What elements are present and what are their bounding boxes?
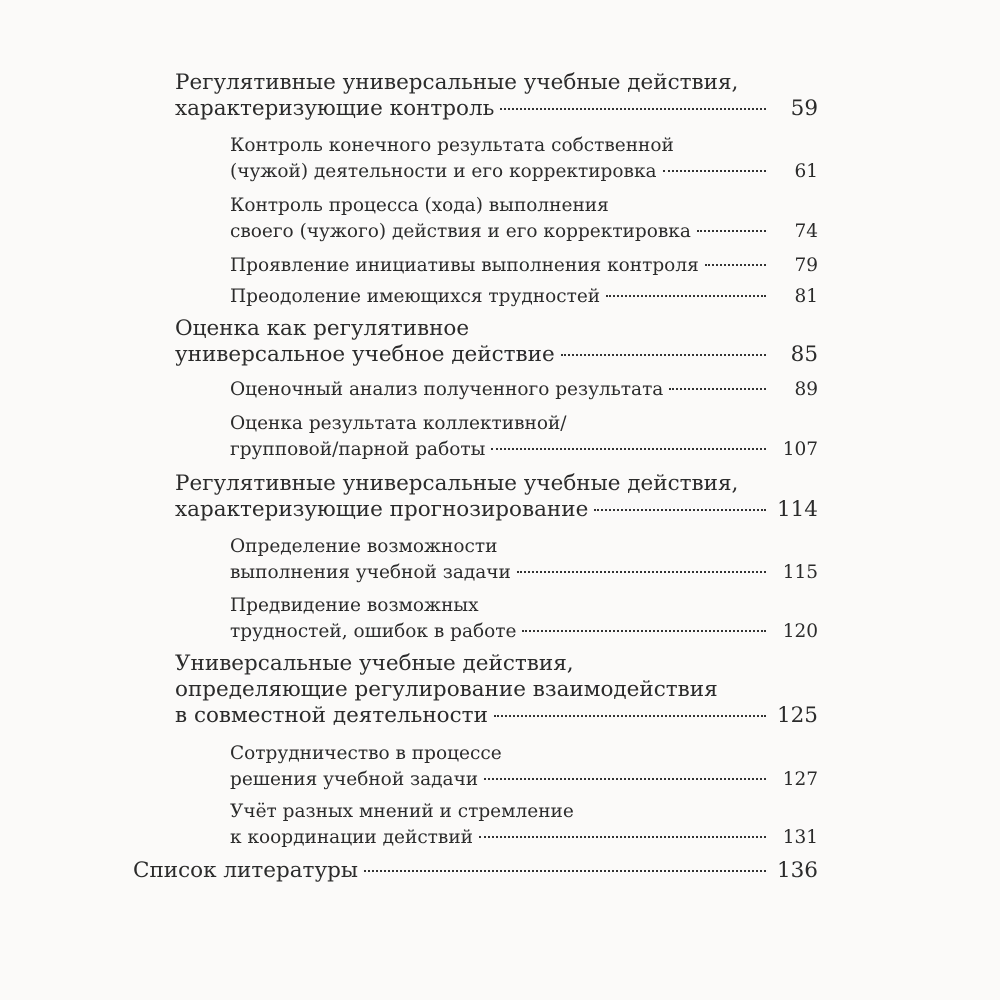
toc-page-number: 131: [782, 827, 818, 848]
toc-entry-title-line: Учёт разных мнений и стремление: [230, 801, 574, 822]
toc-entry-title: характеризующие прогнозирование: [175, 497, 589, 522]
toc-entry-title-line: Регулятивные универсальные учебные действия,: [175, 70, 739, 95]
dot-leader: [705, 264, 766, 266]
toc-entry-title-line: Предвидение возможных: [230, 595, 479, 616]
toc-entry-title: Список литературы: [133, 858, 358, 883]
dot-leader: [606, 295, 766, 297]
toc-entry: [0, 411, 1000, 463]
toc-entry: [0, 534, 1000, 586]
toc-page-number: 107: [782, 439, 818, 460]
toc-entry-title: Проявление инициативы выполнения контроля: [230, 255, 699, 276]
toc-entry-title: решения учебной задачи: [230, 769, 479, 790]
toc-entry-title-line: Контроль процесса (хода) выполнения: [230, 195, 609, 216]
toc-page-number: 114: [776, 497, 818, 522]
toc-entry: [0, 593, 1000, 645]
toc-page-number: 79: [794, 255, 818, 276]
dot-leader: [669, 388, 766, 390]
toc-entry: [0, 316, 1000, 368]
dot-leader: [491, 448, 766, 450]
toc-page-number: 81: [794, 286, 818, 307]
toc-entry: [0, 70, 1000, 122]
toc-entry: [0, 858, 1000, 884]
toc-entry-title: универсальное учебное действие: [175, 342, 555, 367]
toc-entry: [0, 284, 1000, 310]
toc-entry: [0, 133, 1000, 185]
dot-leader: [364, 870, 766, 872]
toc-entry-title: Преодоление имеющихся трудностей: [230, 286, 601, 307]
dot-leader: [663, 170, 766, 172]
toc-page-number: 61: [794, 161, 818, 182]
toc-entry-title: групповой/парной работы: [230, 439, 486, 460]
dot-leader: [561, 354, 766, 356]
toc-entry: [0, 193, 1000, 245]
toc-page-number: 125: [776, 703, 818, 728]
toc-entry: [0, 253, 1000, 279]
toc-entry-title: Оценочный анализ полученного результата: [230, 379, 664, 400]
toc-entry-title: трудностей, ошибок в работе: [230, 621, 517, 642]
toc-entry-title: выполнения учебной задачи: [230, 562, 511, 583]
toc-entry-title: к координации действий: [230, 827, 473, 848]
toc-entry: [0, 377, 1000, 403]
toc-entry-title-line: Сотрудничество в процессе: [230, 743, 502, 764]
dot-leader: [479, 836, 766, 838]
toc-page-number: 115: [782, 562, 818, 583]
toc-entry: [0, 471, 1000, 523]
toc-page-number: 85: [790, 342, 818, 367]
toc-entry-title-line: Регулятивные универсальные учебные действия,: [175, 471, 739, 496]
toc-entry-title-line: Контроль конечного результата собственной: [230, 135, 674, 156]
dot-leader: [484, 778, 766, 780]
toc-entry-title-line: Оценка как регулятивное: [175, 316, 470, 341]
dot-leader: [594, 509, 766, 511]
toc-page-number: 136: [776, 858, 818, 883]
dot-leader: [522, 630, 766, 632]
toc-entry: [0, 799, 1000, 851]
toc-entry: [0, 651, 1000, 729]
dot-leader: [500, 108, 766, 110]
toc-page-number: 89: [794, 379, 818, 400]
toc-entry-title-line: Определение возможности: [230, 536, 498, 557]
toc-entry-title-line: Оценка результата коллективной/: [230, 413, 567, 434]
dot-leader: [697, 230, 766, 232]
dot-leader: [494, 715, 766, 717]
toc-page-number: 59: [790, 96, 818, 121]
toc-entry-title: характеризующие контроль: [175, 96, 495, 121]
toc-entry-title: в совместной деятельности: [175, 703, 488, 728]
toc-page-number: 120: [782, 621, 818, 642]
toc-page-number: 74: [794, 221, 818, 242]
toc-entry-title-line: определяющие регулирование взаимодействия: [175, 677, 718, 702]
toc-entry-title: (чужой) деятельности и его корректировка: [230, 161, 657, 182]
toc-entry-title-line: Универсальные учебные действия,: [175, 651, 574, 676]
dot-leader: [517, 571, 766, 573]
toc-entry-title: своего (чужого) действия и его корректировка: [230, 221, 691, 242]
toc-page-number: 127: [782, 769, 818, 790]
toc-entry: [0, 741, 1000, 793]
